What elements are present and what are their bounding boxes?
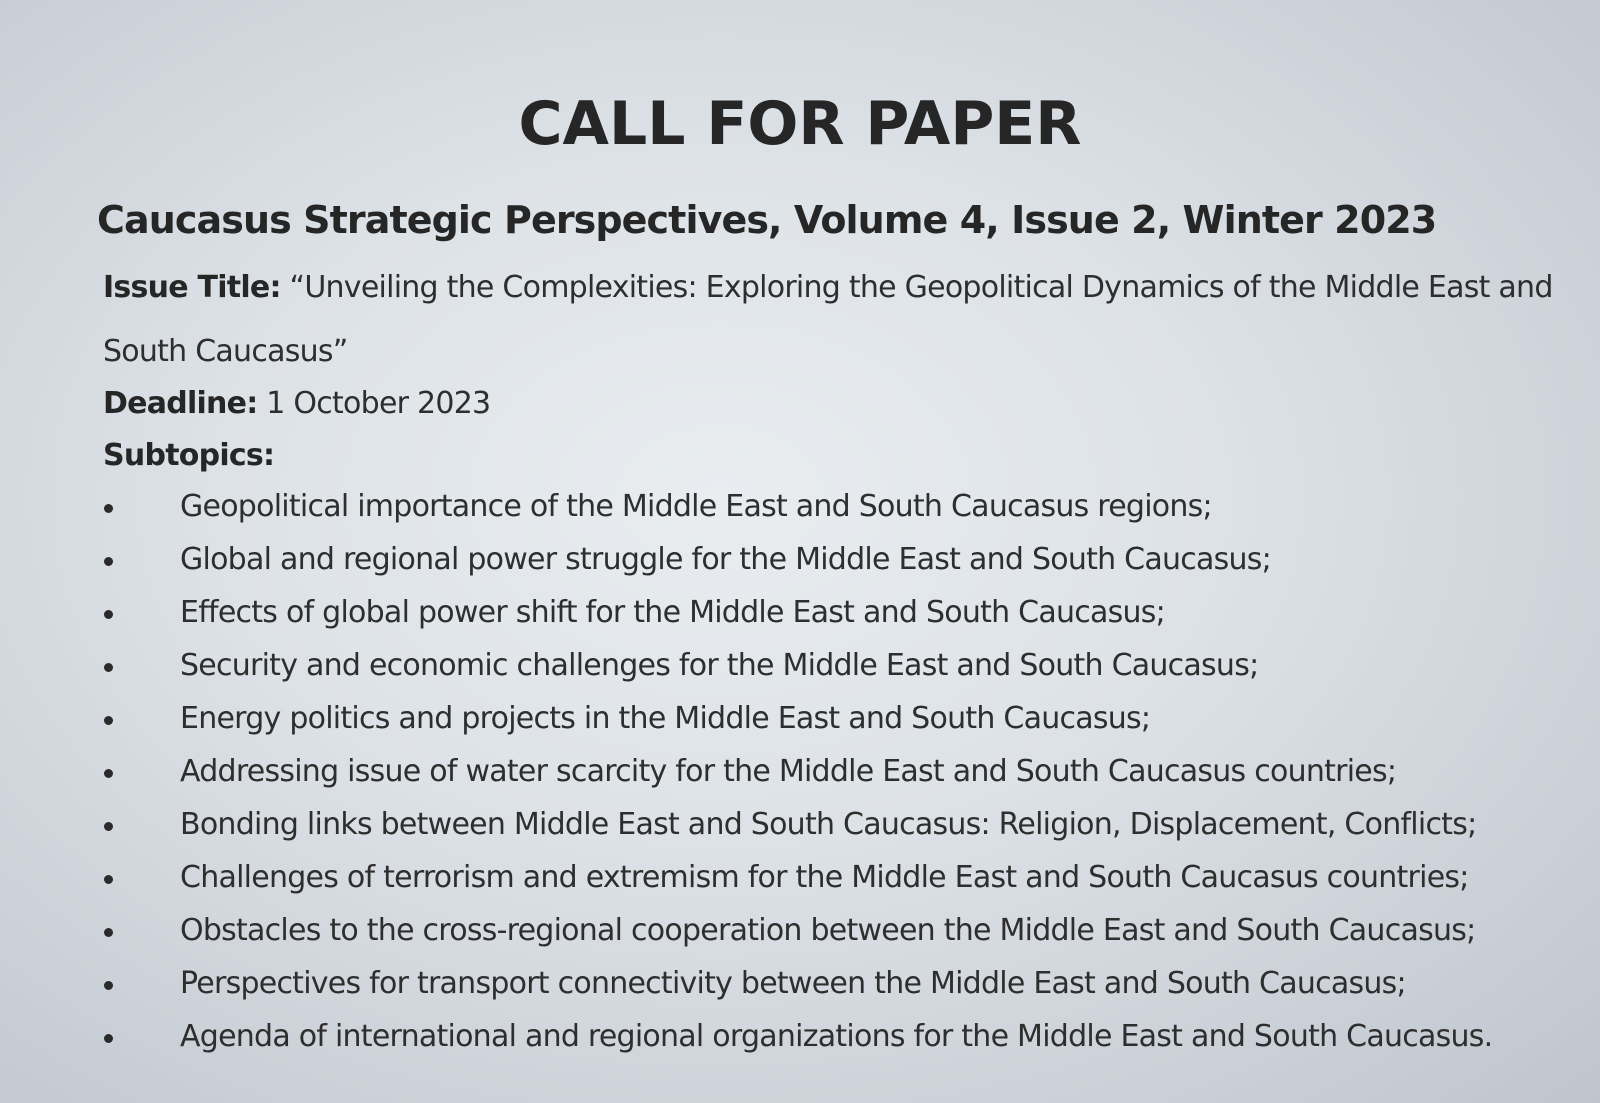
bullet-icon: [104, 663, 113, 672]
list-item: [0, 540, 1600, 593]
subtopic-text: Geopolitical importance of the Middle East and South Caucasus regions;: [180, 489, 1212, 524]
page-title: CALL FOR PAPER: [518, 89, 1082, 159]
subtopic-text: Effects of global power shift for the Middle East and South Caucasus;: [180, 595, 1166, 630]
bullet-icon: [104, 769, 113, 778]
deadline-line: [103, 384, 490, 424]
journal-subtitle: Caucasus Strategic Perspectives, Volume 4, Issue 2, Winter 2023: [97, 198, 1437, 242]
subtopic-text: Perspectives for transport connectivity between the Middle East and South Caucasus;: [180, 966, 1406, 1001]
subtopics-list: [0, 487, 1600, 1070]
subtopic-text: Security and economic challenges for the Middle East and South Caucasus;: [180, 648, 1259, 683]
subtopic-text: Energy politics and projects in the Middle East and South Caucasus;: [180, 701, 1151, 736]
subtopic-text: Obstacles to the cross-regional cooperation between the Middle East and South Caucasus;: [180, 913, 1476, 948]
issue-title-line: [103, 268, 1553, 308]
list-item: [0, 593, 1600, 646]
deadline-label: Deadline:: [103, 386, 258, 421]
list-item: [0, 911, 1600, 964]
bullet-icon: [104, 928, 113, 937]
bullet-icon: [104, 716, 113, 725]
issue-title-continuation: South Caucasus”: [103, 334, 348, 369]
subtopic-text: Addressing issue of water scarcity for the Middle East and South Caucasus countries;: [180, 754, 1397, 789]
bullet-icon: [104, 1034, 113, 1043]
issue-title-value: “Unveiling the Complexities: Exploring the Geopolitical Dynamics of the Middle East and: [289, 270, 1553, 305]
subtopic-text: Agenda of international and regional organizations for the Middle East and South Caucasus.: [180, 1019, 1493, 1054]
list-item: [0, 487, 1600, 540]
deadline-value: 1 October 2023: [266, 386, 491, 421]
subtopics-heading: [103, 436, 274, 476]
list-item: [0, 752, 1600, 805]
subtopics-label: Subtopics:: [103, 438, 275, 473]
bullet-icon: [104, 875, 113, 884]
bullet-icon: [104, 557, 113, 566]
subtopic-text: Bonding links between Middle East and South Caucasus: Religion, Displacement, Conflicts;: [180, 807, 1477, 842]
list-item: [0, 1017, 1600, 1070]
issue-title-label: Issue Title:: [103, 270, 281, 305]
bullet-icon: [104, 981, 113, 990]
bullet-icon: [104, 822, 113, 831]
list-item: [0, 646, 1600, 699]
list-item: [0, 858, 1600, 911]
list-item: [0, 964, 1600, 1017]
bullet-icon: [104, 610, 113, 619]
list-item: [0, 699, 1600, 752]
bullet-icon: [104, 504, 113, 513]
list-item: [0, 805, 1600, 858]
subtopic-text: Challenges of terrorism and extremism for the Middle East and South Caucasus countries;: [180, 860, 1469, 895]
subtopic-text: Global and regional power struggle for the Middle East and South Caucasus;: [180, 542, 1272, 577]
